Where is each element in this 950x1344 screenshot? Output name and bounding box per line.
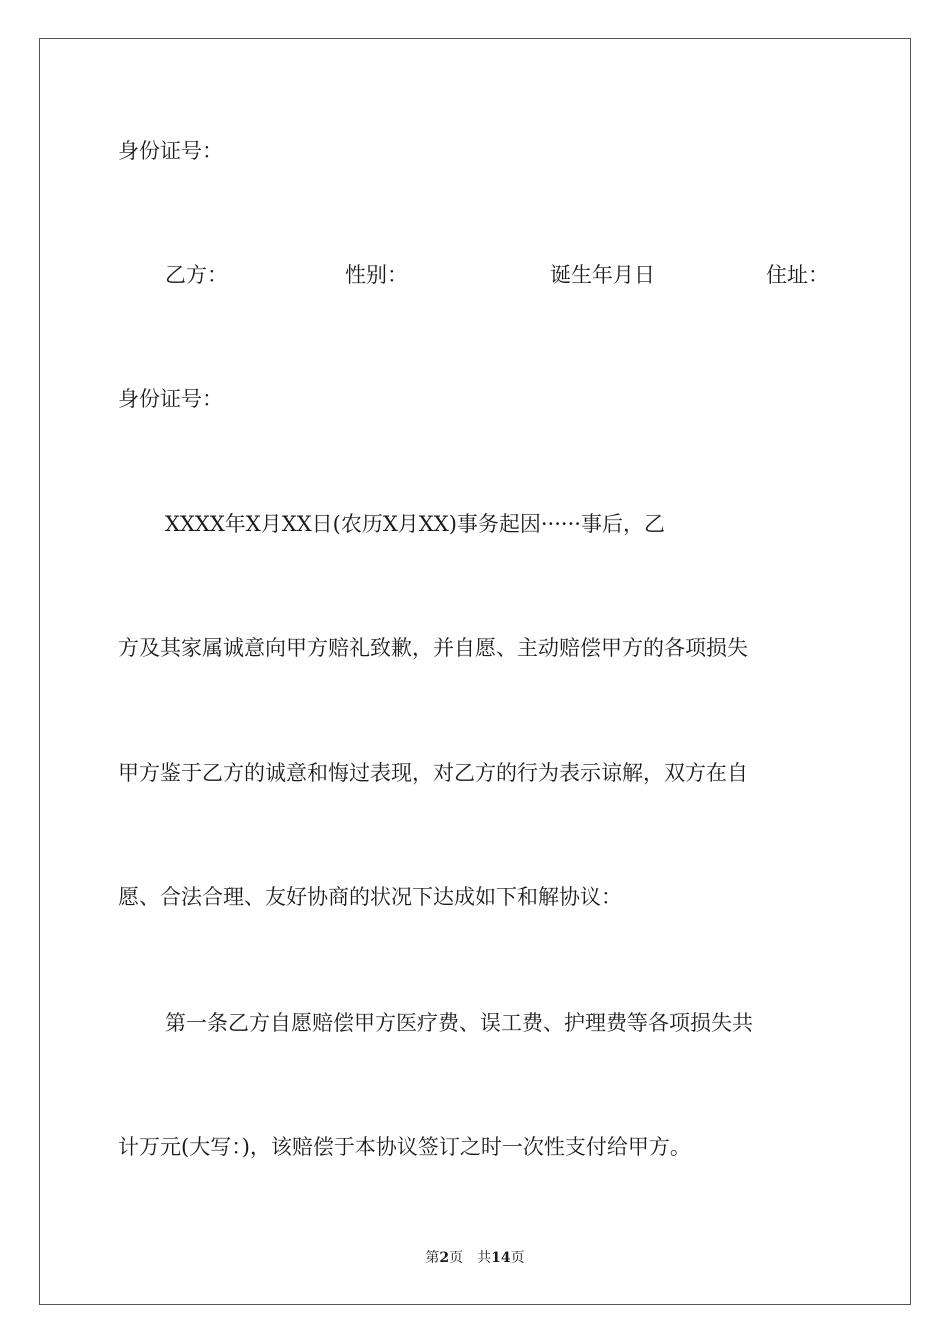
footer-page-current: 2 bbox=[439, 1250, 450, 1266]
paragraph-line: 方及其家属诚意向甲方赔礼致歉，并自愿、主动赔偿甲方的各项损失 bbox=[118, 636, 748, 660]
article-one-line: 第一条乙方自愿赔偿甲方医疗费、误工费、护理费等各项损失共 bbox=[165, 1011, 753, 1035]
article-one-line: 计万元(大写：)，该赔偿于本协议签订之时一次性支付给甲方。 bbox=[118, 1135, 691, 1159]
party-b-info-row bbox=[0, 262, 950, 288]
party-b-label: 乙方： bbox=[165, 263, 228, 287]
footer-page-suffix: 页 bbox=[510, 1250, 525, 1266]
page-frame bbox=[39, 38, 911, 1305]
address-label: 住址： bbox=[766, 263, 829, 287]
paragraph-line: XXXX年X月XX日(农历X月XX)事务起因······事后，乙 bbox=[165, 512, 665, 536]
footer-page-mid: 页 共 bbox=[449, 1250, 492, 1266]
footer-page-total: 14 bbox=[491, 1250, 511, 1266]
paragraph-line: 甲方鉴于乙方的诚意和悔过表现，对乙方的行为表示谅解，双方在自 bbox=[118, 761, 748, 785]
page-footer bbox=[0, 1249, 950, 1267]
paragraph-line: 愿、合法合理、友好协商的状况下达成如下和解协议： bbox=[118, 885, 622, 909]
id-number-label: 身份证号： bbox=[118, 139, 223, 163]
gender-label: 性别： bbox=[345, 263, 408, 287]
id-number-label-party-b: 身份证号： bbox=[118, 387, 223, 411]
footer-page-prefix: 第 bbox=[425, 1250, 440, 1266]
birth-date-label: 诞生年月日 bbox=[550, 263, 655, 287]
